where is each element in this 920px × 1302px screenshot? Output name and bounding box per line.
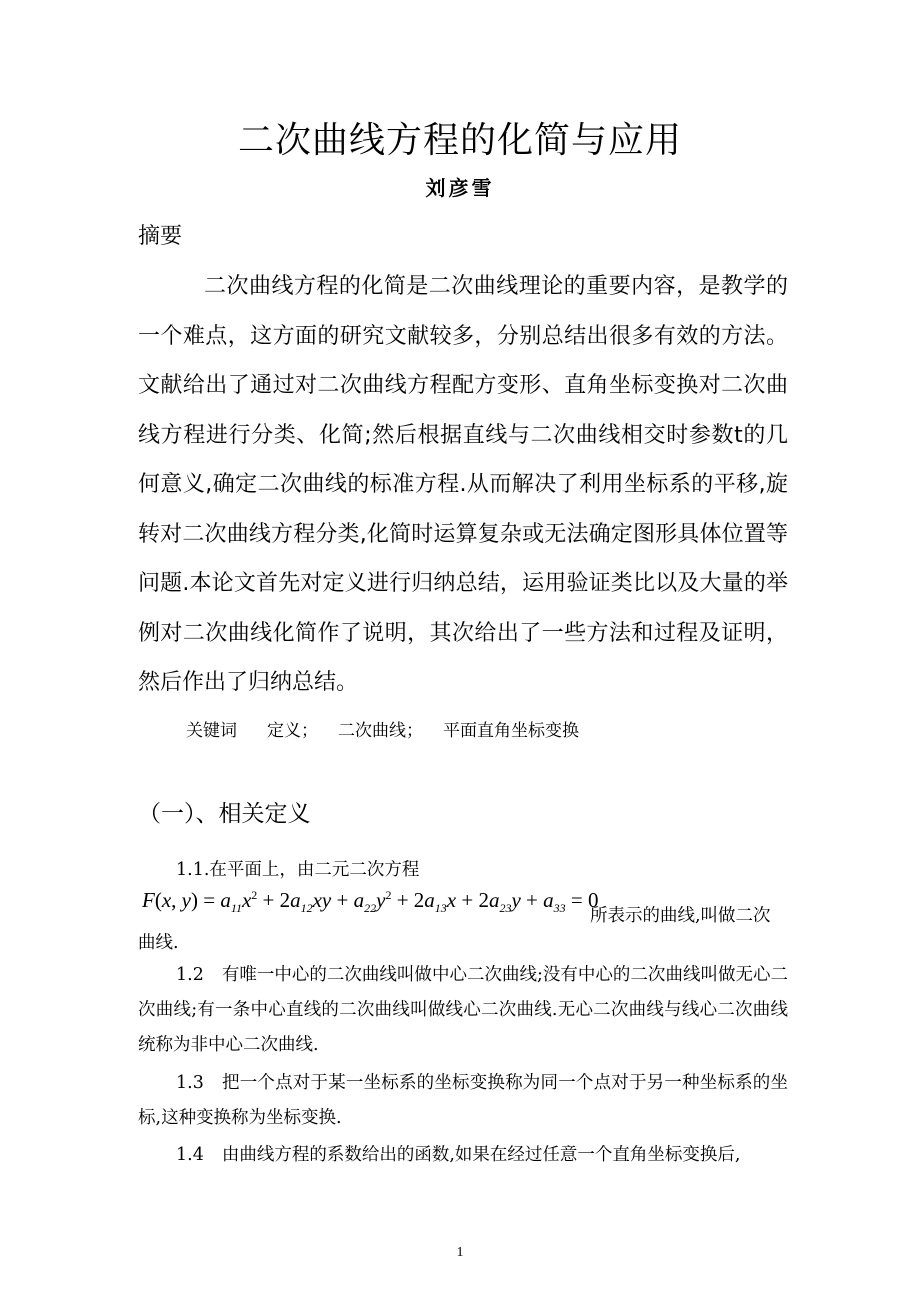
paper-title: 二次曲线方程的化简与应用: [237, 120, 682, 161]
definition-1-4: [138, 1138, 788, 1173]
keywords-line: [186, 716, 579, 741]
definition-label: 1.4: [176, 1145, 204, 1165]
definition-label: 1.1.: [176, 860, 210, 880]
definition-text: 由曲线方程的系数给出的函数,如果在经过任意一个直角坐标变换后,: [221, 1145, 741, 1165]
abstract-heading: 摘要: [138, 224, 183, 249]
definition-1-1-end: 曲线.: [138, 933, 179, 953]
section-heading: （一）、相关定义: [138, 801, 311, 827]
definition-label: 1.2: [176, 965, 204, 985]
keyword-item: 平面直角坐标变换: [443, 721, 579, 741]
definition-1-1-intro: [176, 856, 419, 881]
definition-1-1-tail: 所表示的曲线,叫做二次: [590, 906, 771, 926]
definition-text: 把一个点对于某一坐标系的坐标变换称为同一个点对于另一种坐标系的坐标,这种变换称为坐标变换.: [138, 1073, 788, 1128]
definition-1-2: [138, 958, 788, 1063]
page-number: 1: [456, 1245, 464, 1260]
author-name: 刘彦雪: [425, 176, 495, 200]
definition-label: 1.3: [176, 1073, 204, 1093]
quadratic-equation-formula: F(x, $y) = a_{11}x^2 + 2a_{12}xy + a_{22}y^2 + 2a_{13}x + 2a_{23}y + a_{33} = 0$: [142, 888, 599, 916]
keyword-item: 二次曲线；: [338, 721, 423, 741]
definition-intro-text: 在平面上，由二元二次方程: [209, 860, 420, 880]
definition-text: 有唯一中心的二次曲线叫做中心二次曲线;没有中心的二次曲线叫做无心二次曲线;有一条中心直线的二次曲线叫做线心二次曲线.无心二次曲线与线心二次曲线统称为非中心二次曲线.: [138, 965, 788, 1055]
keywords-label: 关键词: [186, 721, 237, 741]
keyword-item: 定义；: [267, 721, 318, 741]
abstract-body: 二次曲线方程的化简是二次曲线理论的重要内容，是教学的一个难点，这方面的研究文献较多，分别总结出很多有效的方法。文献给出了通过对二次曲线方程配方变形、直角坐标变换对二次曲线方程进行分类、化简;然后根据直线与二次曲线相交时参数t的几何意义,确定二次曲线的标准方程.从而解决了利用坐标系的平移,旋转对二次曲线方程分类,化简时运算复杂或无法确定图形具体位置等问题.本论文首先对定义进行归纳总结，运用验证类比以及大量的举例对二次曲线化简作了说明，其次给出了一些方法和过程及证明，然后作出了归纳总结。: [138, 274, 788, 695]
definition-1-3: [138, 1066, 788, 1136]
